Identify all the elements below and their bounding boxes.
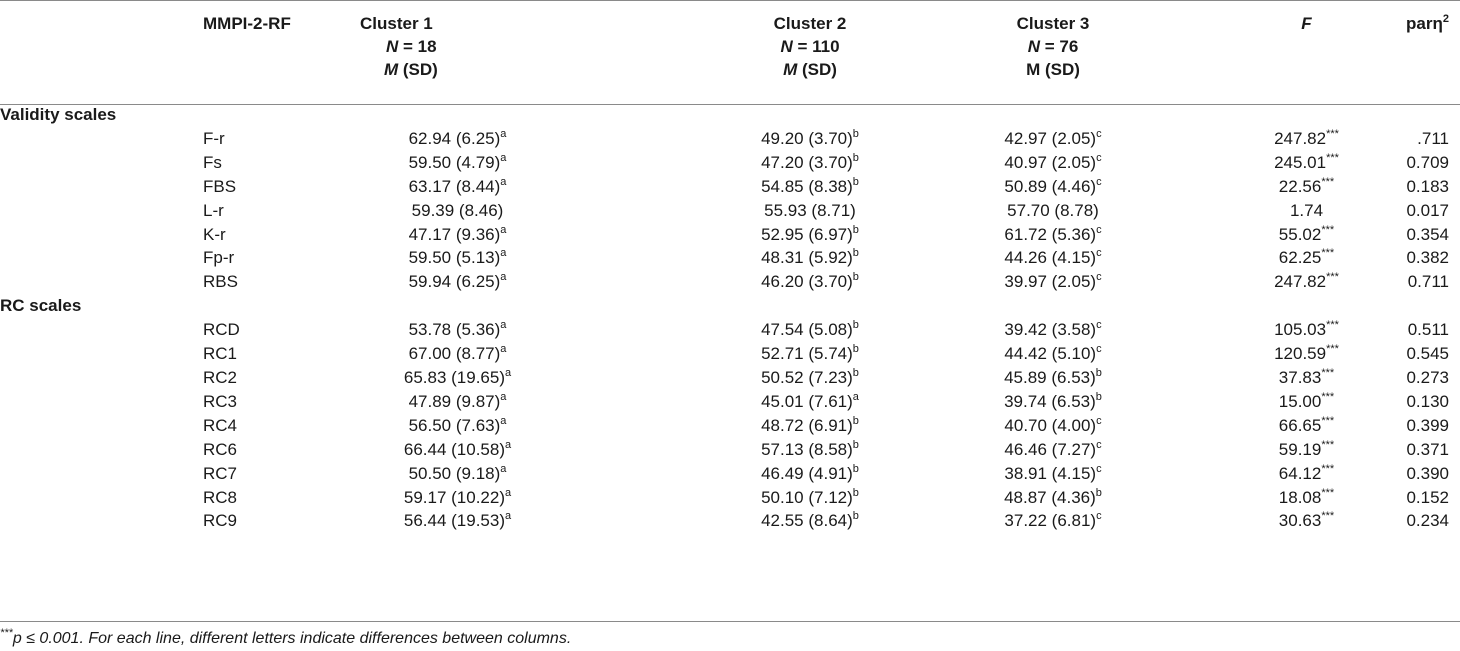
table-header-row	[0, 0, 1460, 89]
scale-name: RCD	[203, 320, 240, 340]
cluster2-value: 46.20 $(3.70)^b$	[761, 271, 859, 292]
table-row	[0, 486, 1460, 510]
header-f: F	[1301, 14, 1312, 33]
scale-name: RC1	[203, 344, 238, 364]
f-value: 62.25***	[1278, 247, 1335, 268]
cluster1-value: 56.44 $(19.53)^a$	[403, 510, 512, 531]
table-row	[0, 199, 1460, 223]
eta-value: 0.130	[1406, 391, 1449, 411]
scale-name: K-r	[203, 224, 226, 244]
cluster2-value: 55.93 (8.71)	[764, 200, 856, 220]
header-mmpi: MMPI-2-RF	[203, 14, 291, 33]
cluster3-value: 61.72 $(5.36)^c$	[1004, 223, 1102, 244]
cluster2-value: 42.55 $(8.64)^b$	[761, 510, 859, 531]
f-value: 247.82***	[1274, 127, 1339, 148]
table-row	[0, 151, 1460, 175]
f-value: 30.63***	[1278, 510, 1335, 531]
scale-name: RBS	[203, 272, 238, 292]
cluster2-value: 50.52 $(7.23)^b$	[761, 366, 859, 387]
cluster2-value: 49.20 $(3.70)^b$	[761, 127, 859, 148]
table-body	[0, 89, 1460, 533]
cluster2-value: 52.71 $(5.74)^b$	[761, 343, 859, 364]
f-value: 59.19***	[1278, 438, 1335, 459]
table-row	[0, 366, 1460, 390]
cluster3-value: 48.87 $(4.36)^b$	[1004, 486, 1102, 507]
eta-value: 0.234	[1406, 511, 1449, 531]
eta-value: 0.382	[1406, 248, 1449, 268]
cluster3-value: 45.89 $(6.53)^b$	[1004, 366, 1102, 387]
scale-name: Fs	[203, 152, 222, 172]
cluster3-value: 44.26 $(4.15)^c$	[1004, 247, 1102, 268]
cluster2-value: 54.85 $(8.38)^b$	[761, 175, 859, 196]
f-value: 66.65***	[1278, 414, 1335, 435]
section-title: RC scales	[0, 296, 82, 316]
header-eta: parη$^2$	[1406, 13, 1449, 33]
scale-name: RC4	[203, 415, 238, 435]
cluster1-value: 50.50 $(9.18)^a$	[408, 462, 507, 483]
table-row	[0, 270, 1460, 294]
cluster3-value: 40.97 $(2.05)^c$	[1004, 151, 1102, 172]
f-value: 37.83***	[1278, 366, 1335, 387]
bottom-rule	[0, 621, 1460, 622]
eta-value: 0.511	[1407, 320, 1449, 340]
scale-name: RC9	[203, 511, 238, 531]
cluster1-value: 53.78 $(5.36)^a$	[408, 319, 507, 340]
cluster1-value: 56.50 $(7.63)^a$	[408, 414, 507, 435]
eta-value: .711	[1417, 128, 1449, 148]
header-cluster1: Cluster 1 N = 18 M (SD)	[360, 14, 438, 79]
eta-value: 0.399	[1406, 415, 1449, 435]
cluster3-value: 39.74 $(6.53)^b$	[1004, 390, 1102, 411]
cluster2-value: 57.13 $(8.58)^b$	[761, 438, 859, 459]
cluster1-value: 59.50 $(4.79)^a$	[408, 151, 507, 172]
f-value: 105.03***	[1274, 319, 1339, 340]
cluster2-value: 45.01 $(7.61)^a$	[761, 390, 859, 411]
section-header-row	[0, 103, 1460, 127]
table-row	[0, 246, 1460, 270]
eta-value: 0.183	[1406, 176, 1449, 196]
spacer-row	[0, 89, 1460, 103]
cluster2-value: 46.49 $(4.91)^b$	[761, 462, 859, 483]
cluster3-value: 50.89 $(4.46)^c$	[1004, 175, 1102, 196]
cluster1-value: 62.94 $(6.25)^a$	[408, 127, 507, 148]
cluster2-value: 47.20 $(3.70)^b$	[761, 151, 859, 172]
f-value: 22.56***	[1278, 175, 1335, 196]
table-row	[0, 438, 1460, 462]
scale-name: RC7	[203, 463, 238, 483]
cluster3-value: 40.70 $(4.00)^c$	[1004, 414, 1102, 435]
cluster2-value: 52.95 $(6.97)^b$	[761, 223, 859, 244]
scale-name: RC2	[203, 367, 238, 387]
f-value: 245.01***	[1274, 151, 1339, 172]
cluster1-value: 47.17 $(9.36)^a$	[408, 223, 507, 244]
table-row	[0, 223, 1460, 247]
cluster3-value: 46.46 $(7.27)^c$	[1004, 438, 1102, 459]
scale-name: F-r	[203, 128, 225, 148]
f-value: 247.82***	[1274, 271, 1339, 292]
header-cluster3: Cluster 3 N = 76 M (SD)	[1016, 14, 1090, 79]
cluster2-value: 47.54 $(5.08)^b$	[761, 319, 859, 340]
cluster1-value: 67.00 $(8.77)^a$	[408, 343, 507, 364]
cluster2-value: 48.31 $(5.92)^b$	[761, 247, 859, 268]
cluster3-value: 42.97 $(2.05)^c$	[1004, 127, 1102, 148]
table-row	[0, 462, 1460, 486]
eta-value: 0.709	[1406, 152, 1449, 172]
cluster3-value: 37.22 $(6.81)^c$	[1004, 510, 1102, 531]
f-value: 1.74	[1289, 200, 1324, 220]
scale-name: RC8	[203, 487, 238, 507]
eta-value: 0.273	[1406, 367, 1449, 387]
cluster2-value: 50.10 $(7.12)^b$	[761, 486, 859, 507]
scale-name: RC3	[203, 391, 238, 411]
scale-name: RC6	[203, 439, 238, 459]
table-row	[0, 318, 1460, 342]
table-row	[0, 509, 1460, 533]
scale-name: FBS	[203, 176, 237, 196]
eta-value: 0.017	[1406, 200, 1449, 220]
eta-value: 0.711	[1407, 272, 1449, 292]
cluster3-value: 44.42 $(5.10)^c$	[1004, 343, 1102, 364]
cluster2-value: 48.72 $(6.91)^b$	[761, 414, 859, 435]
table-row	[0, 390, 1460, 414]
eta-value: 0.371	[1406, 439, 1449, 459]
section-title: Validity scales	[0, 105, 117, 124]
eta-value: 0.545	[1406, 344, 1449, 364]
cluster3-value: 39.42 $(3.58)^c$	[1004, 319, 1102, 340]
f-value: 120.59***	[1274, 343, 1339, 364]
eta-value: 0.354	[1406, 224, 1449, 244]
cluster1-value: 59.39 (8.46)	[411, 200, 504, 220]
table-row	[0, 127, 1460, 151]
section-header-row	[0, 294, 1460, 318]
scale-name: Fp-r	[203, 248, 235, 268]
table-row	[0, 414, 1460, 438]
f-value: 18.08***	[1278, 486, 1335, 507]
cluster1-value: 59.94 $(6.25)^a$	[408, 271, 507, 292]
cluster3-value: 39.97 $(2.05)^c$	[1004, 271, 1102, 292]
f-value: 64.12***	[1278, 462, 1335, 483]
cluster1-value: 65.83 $(19.65)^a$	[403, 366, 512, 387]
scale-name: L-r	[203, 200, 224, 220]
f-value: 15.00***	[1278, 390, 1335, 411]
cluster1-value: 66.44 $(10.58)^a$	[403, 438, 512, 459]
eta-value: 0.152	[1406, 487, 1449, 507]
f-value: 55.02***	[1278, 223, 1335, 244]
table-row	[0, 342, 1460, 366]
eta-value: 0.390	[1406, 463, 1449, 483]
table-row	[0, 175, 1460, 199]
cluster1-value: 59.17 $(10.22)^a$	[403, 486, 512, 507]
cluster3-value: 57.70 (8.78)	[1007, 200, 1099, 220]
cluster1-value: 59.50 $(5.13)^a$	[408, 247, 507, 268]
cluster1-value: 63.17 $(8.44)^a$	[408, 175, 507, 196]
table-footnote: ***p ≤ 0.001. For each line, different letters indicate differences between columns.	[0, 627, 572, 647]
cluster3-value: 38.91 $(4.15)^c$	[1004, 462, 1102, 483]
cluster1-value: 47.89 $(9.87)^a$	[408, 390, 507, 411]
header-cluster2: Cluster 2 N = 110 M (SD)	[773, 14, 847, 79]
